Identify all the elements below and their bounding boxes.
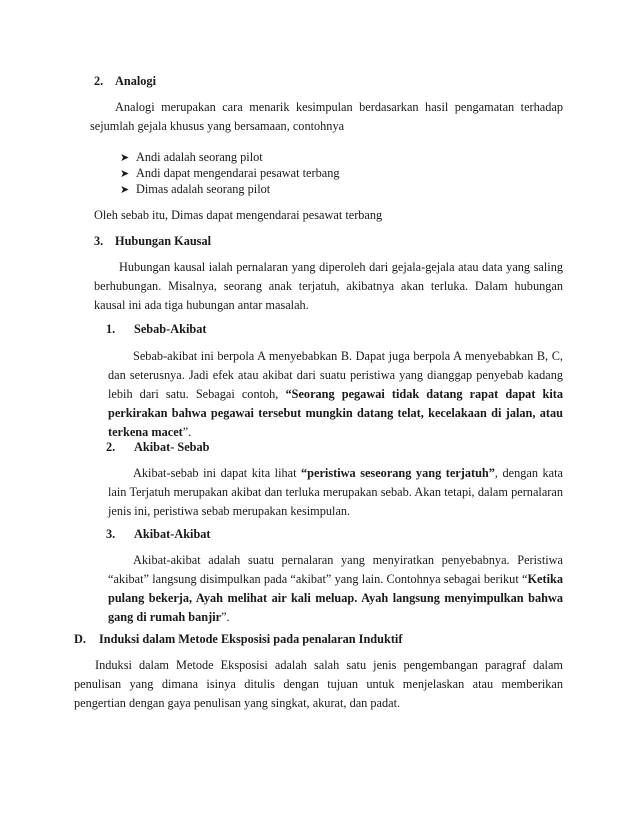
analogi-conclusion: Oleh sebab itu, Dimas dapat mengendarai pesawat terbang [94,208,383,222]
arrow-bullet-icon: ➤ [120,151,130,164]
akibat-sebab-paragraph: Akibat-sebab ini dapat kita lihat “peristiwa seseorang yang terjatuh”, dengan kata lain Terjatuh merupakan akibat dan terluka merupakan sebab. Akan tetapi, dalam pernalaran jenis ini, peristiwa sebab merupakan kesimpulan. [108,466,563,518]
arrow-bullet-icon: ➤ [120,167,130,180]
heading-hubungan-kausal [94,232,211,251]
heading-akibat-sebab [106,438,210,457]
heading-number: 2. [94,74,104,88]
heading-number: 2. [106,440,116,454]
heading-sebab-akibat [106,320,206,339]
heading-text: Induksi dalam Metode Eksposisi pada penalaran Induktif [99,632,403,646]
heading-text: Akibat- Sebab [134,440,210,454]
bold-example: “peristiwa seseorang yang terjatuh” [301,466,495,480]
heading-text: Sebab-Akibat [134,322,207,336]
heading-analogi [94,72,156,91]
heading-number: 3. [94,234,104,248]
analogi-bullet: ➤ Andi dapat mengendarai pesawat terbang [120,164,340,183]
bold-example: Ketika pulang bekerja, Ayah melihat air kali meluap. Ayah langsung menyimpulkan bahwa gang di rumah banjir [108,572,563,624]
heading-number: 3. [106,527,116,541]
heading-letter: D. [74,632,86,646]
heading-text: Hubungan Kausal [115,234,212,248]
arrow-bullet-icon: ➤ [120,183,130,196]
heading-number: 1. [106,322,116,336]
akibat-akibat-paragraph: Akibat-akibat adalah suatu pernalaran yang menyiratkan penyebabnya. Peristiwa “akibat” langsung disimpulkan pada “akibat” yang lain. Contohnya sebagai berikut “Ketika pulang bekerja, Ayah melihat air kali meluap. Ayah langsung menyimpulkan bahwa gang di rumah banjir”. [108,553,563,624]
sebab-akibat-paragraph: Sebab-akibat ini berpola A menyebabkan B. Dapat juga berpola A menyebabkan B, C, dan seterusnya. Jadi efek atau akibat dari suatu peristiwa yang dianggap penyebab kadang lebih dari satu. Sebagai contoh, “Seorang pegawai tidak datang rapat dapat kita perkirakan bahwa pegawai tersebut mungkin datang telat, kecelakaan di jalan, atau terkena macet”. [108,349,563,439]
heading-text: Analogi [115,74,156,88]
heading-akibat-akibat [106,525,211,544]
analogi-bullet: ➤ Dimas adalah seorang pilot [120,180,270,199]
analogi-bullet: ➤ Andi adalah seorang pilot [120,148,263,167]
analogi-paragraph: Analogi merupakan cara menarik kesimpulan berdasarkan hasil pengamatan terhadap sejumlah gejala khusus yang bersamaan, contohnya [90,100,563,133]
heading-section-d [74,630,402,649]
heading-text: Akibat-Akibat [134,527,211,541]
section-d-paragraph: Induksi dalam Metode Eksposisi adalah salah satu jenis pengembangan paragraf dalam penulisan yang dimana isinya ditulis dengan tujuan untuk menjelaskan atau memberikan pengertian dengan gaya penulisan yang singkat, akurat, dan padat. [74,658,563,710]
kausal-paragraph: Hubungan kausal ialah pernalaran yang diperoleh dari gejala-gejala atau data yang saling berhubungan. Misalnya, seorang anak terjatuh, akibatnya akan terluka. Dalam hubungan kausal ini ada tiga hubungan antar masalah. [94,260,563,312]
bold-example: “Seorang pegawai tidak datang rapat dapat kita perkirakan bahwa pegawai tersebut mungkin datang telat, kecelakaan di jalan, atau terkena macet [108,387,563,439]
